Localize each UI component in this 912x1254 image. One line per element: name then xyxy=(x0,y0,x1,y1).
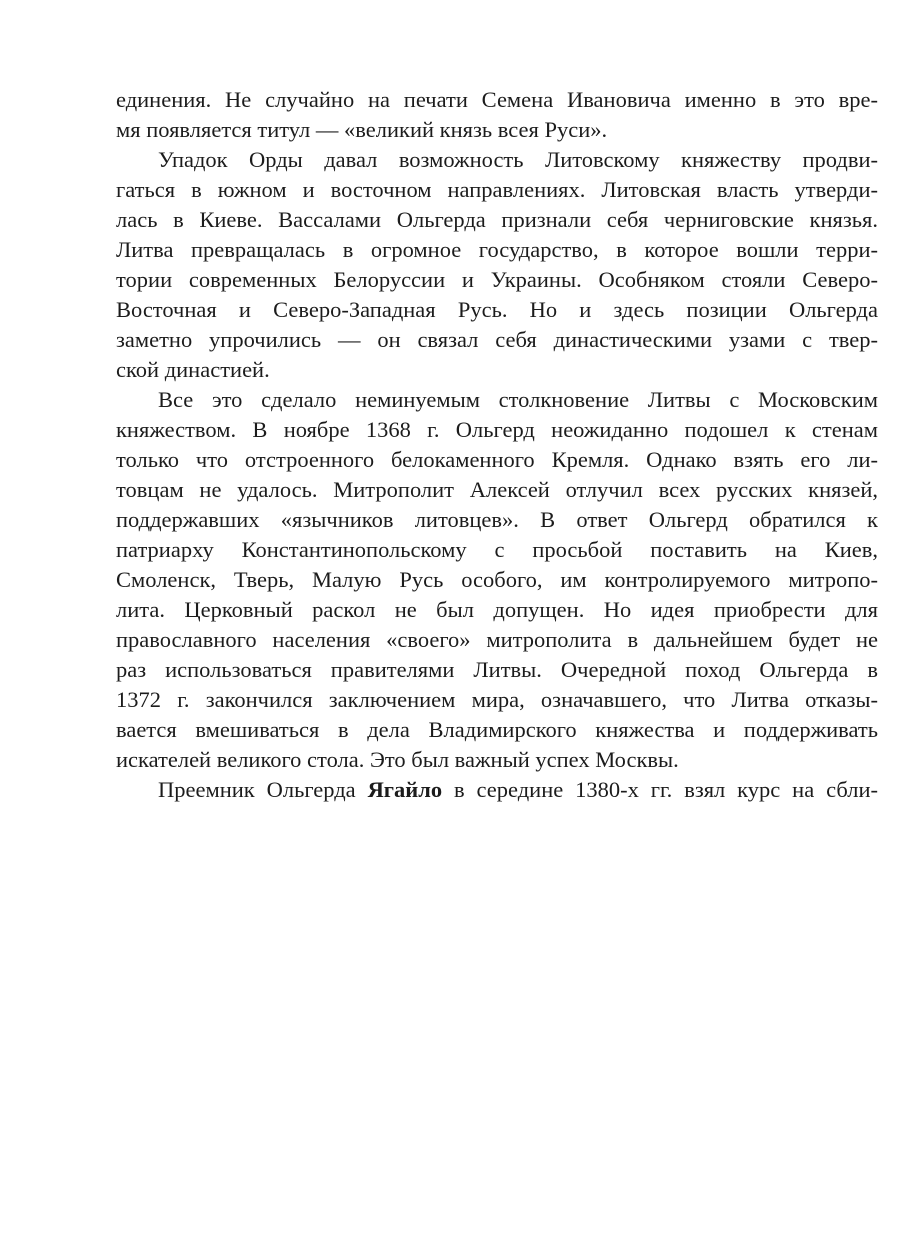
text-line: единения. Не случайно на печати Семена Ивановича именно в это вре- xyxy=(116,87,878,112)
text-line: 1372 г. закончился заключением мира, означавшего, что Литва отказы- xyxy=(116,687,878,712)
text-line: Упадок Орды давал возможность Литовскому княжеству продви- xyxy=(158,147,878,172)
text-line: поддержавших «язычников литовцев». В ответ Ольгерд обратился к xyxy=(116,507,878,532)
text-line: только что отстроенного белокаменного Кремля. Однако взять его ли- xyxy=(116,447,878,472)
text-line: ской династией. xyxy=(116,357,270,382)
text-line: княжеством. В ноябре 1368 г. Ольгерд неожиданно подошел к стенам xyxy=(116,417,878,442)
text-line: Литва превращалась в огромное государство, в которое вошли терри- xyxy=(116,237,878,262)
text-line: тории современных Белоруссии и Украины. Особняком стояли Северо- xyxy=(116,267,878,292)
text-line: мя появляется титул — «великий князь всея Руси». xyxy=(116,117,608,142)
text-line: раз использоваться правителями Литвы. Очередной поход Ольгерда в xyxy=(116,657,878,682)
text-run: Преемник Ольгерда xyxy=(158,777,368,802)
text-line: лась в Киеве. Вассалами Ольгерда признали себя черниговские князья. xyxy=(116,207,878,232)
text-line: товцам не удалось. Митрополит Алексей отлучил всех русских князей, xyxy=(116,477,878,502)
text-line: вается вмешиваться в дела Владимирского княжества и поддерживать xyxy=(116,717,878,742)
text-line: Все это сделало неминуемым столкновение Литвы с Московским xyxy=(158,387,878,412)
text-line: Восточная и Северо-Западная Русь. Но и здесь позиции Ольгерда xyxy=(116,297,878,322)
text-line: православного населения «своего» митрополита в дальнейшем будет не xyxy=(116,627,878,652)
text-run: в середине 1380-х гг. взял курс на сбли- xyxy=(442,777,878,802)
text-line: гаться в южном и восточном направлениях. Литовская власть утверди- xyxy=(116,177,878,202)
bold-name: Ягайло xyxy=(367,777,443,802)
text-line: Смоленск, Тверь, Малую Русь особого, им контролируемого митропо- xyxy=(116,567,878,592)
text-line: лита. Церковный раскол не был допущен. Но идея приобрести для xyxy=(116,597,878,622)
text-line: заметно упрочились — он связал себя династическими узами с твер- xyxy=(116,327,878,352)
text-line: искателей великого стола. Это был важный успех Москвы. xyxy=(116,747,679,772)
text-line: патриарху Константинопольскому с просьбой поставить на Киев, xyxy=(116,537,878,562)
